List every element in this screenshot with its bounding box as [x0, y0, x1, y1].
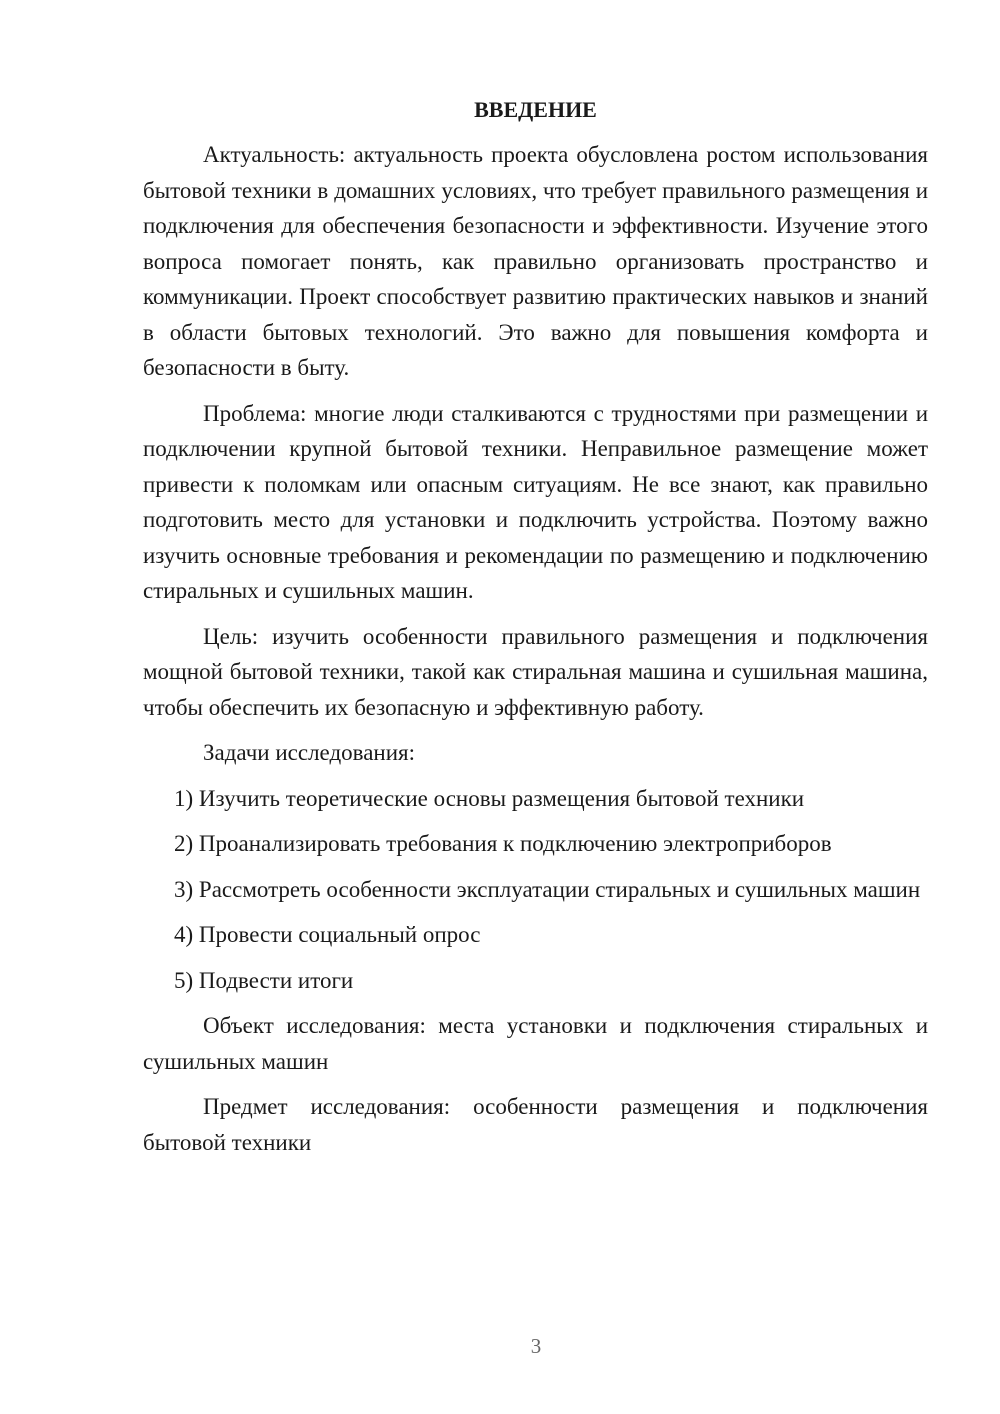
paragraph-tasks-heading: Задачи исследования: [203, 740, 416, 765]
task-item: 5) Подвести итоги [174, 967, 354, 993]
task-item: 3) Рассмотреть особенности эксплуатации стиральных и сушильных машин [174, 876, 921, 902]
task-item: 1) Изучить теоретические основы размещения бытовой техники [174, 785, 805, 811]
paragraph-relevance: Актуальность: актуальность проекта обусловлена ростом использования бытовой техники в домашних условиях, что требует правильного размещения и подключения для обеспечения безопасности и эффективности. Изучение этого вопроса помогает понять, как правильно организовать пространство и коммуникации. Проект способствует развитию практических навыков и знаний в области бытовых технологий. Это важно для повышения комфорта и безопасности в быту. [143, 142, 928, 380]
paragraph-problem: Проблема: многие люди сталкиваются с трудностями при размещении и подключении крупной бытовой техники. Неправильное размещение может привести к поломкам или опасным ситуациям. Не все знают, как правильно подготовить место для установки и подключить устройства. Поэтому важно изучить основные требования и рекомендации по размещению и подключению стиральных и сушильных машин. [143, 400, 928, 603]
page-number: 3 [530, 1334, 542, 1358]
section-title: ВВЕДЕНИЕ [474, 97, 597, 122]
task-item: 2) Проанализировать требования к подключению электроприборов [174, 831, 832, 856]
paragraph-goal: Цель: изучить особенности правильного размещения и подключения мощной бытовой техники, такой как стиральная машина и сушильная машина, чтобы обеспечить их безопасную и эффективную работу. [143, 623, 928, 720]
paragraph-object: Объект исследования: места установки и подключения стиральных и сушильных машин [143, 1013, 928, 1074]
page-content [143, 92, 928, 1170]
paragraph-subject: Предмет исследования: особенности размещения и подключения бытовой техники [143, 1094, 928, 1155]
task-item: 4) Провести социальный опрос [174, 922, 481, 947]
